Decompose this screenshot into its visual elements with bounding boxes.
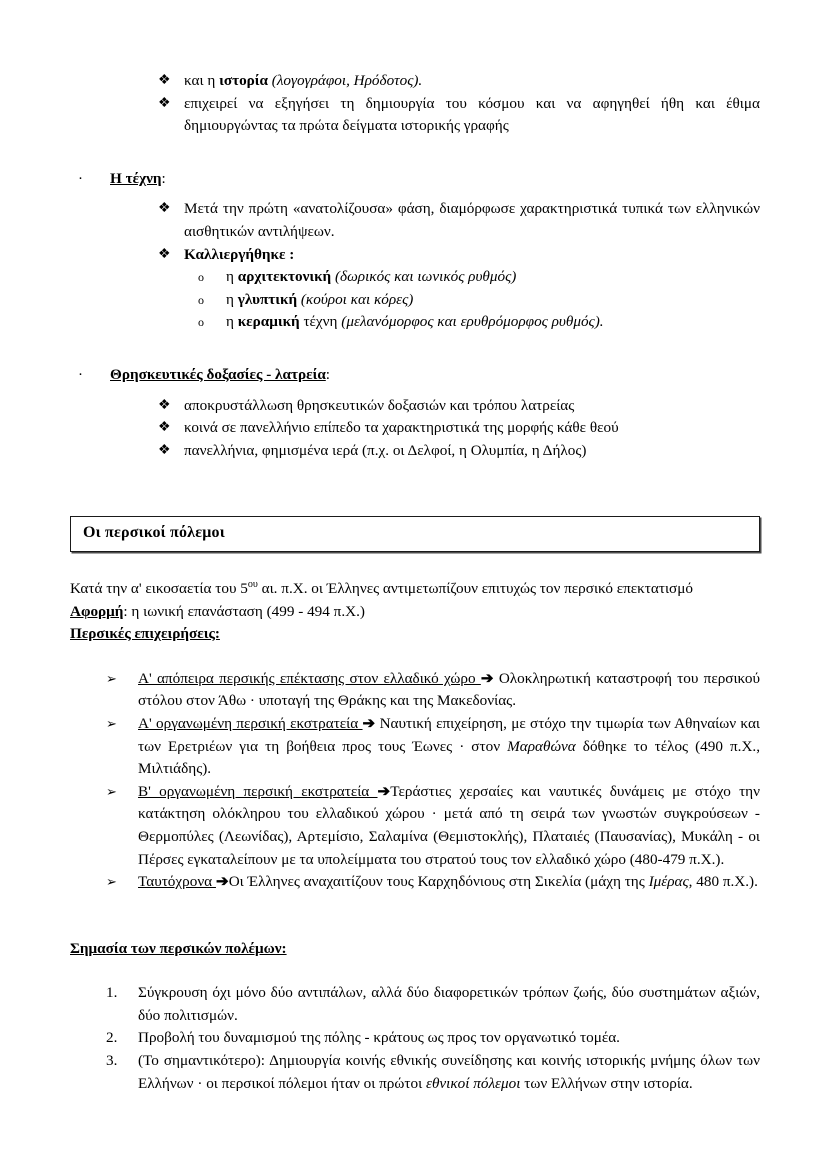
list-item-text (138, 871, 760, 894)
list-item (70, 417, 760, 440)
arrow-right-icon: ➔ (377, 782, 391, 800)
list-item-text: πανελλήνια, φημισμένα ιερά (π.χ. οι Δελφοί, η Ολυμπία, η Δήλος) (184, 441, 587, 459)
cause-line (70, 601, 760, 624)
list-item (70, 93, 760, 138)
intro-paragraph (70, 574, 760, 601)
dot-bullet-icon: · (78, 366, 83, 383)
list-item-text (138, 781, 760, 871)
diamond-bullet-icon: ❖ (158, 95, 171, 111)
item-italic-text: (δωρικός και ιωνικός ρυθμός) (331, 268, 517, 286)
section-title-box (70, 516, 760, 552)
item-italic-text: (μελανόμορφος και ερυθρόμορφος ρυθμός). (337, 313, 604, 331)
cause-text: : η ιωνική επανάσταση (499 - 494 π.Χ.) (123, 602, 365, 620)
campaign-italic-text: Ιμέρας (648, 873, 689, 891)
arrowhead-bullet-icon: ➢ (106, 715, 117, 731)
diamond-bullet-icon: ❖ (158, 73, 171, 88)
list-item-text (226, 289, 760, 312)
campaigns-label: Περσικές επιχειρήσεις: (70, 625, 220, 643)
campaign-text: Ολοκληρωτική καταστροφή του περσικού στόλου στον Άθω · υποταγή της Θράκης και της Μακεδονίας. (138, 669, 760, 710)
spacer (70, 646, 760, 668)
section-art-heading-colon: : (161, 169, 166, 187)
list-item-text (184, 70, 760, 93)
arrowhead-bullet-icon: ➢ (106, 874, 117, 890)
item-lead-text: η (226, 313, 238, 331)
significance-label-line (70, 938, 760, 961)
dot-bullet-icon: · (78, 170, 83, 187)
campaign-title: Β' οργανωμένη περσική εκστρατεία (138, 782, 378, 800)
spacer (70, 334, 760, 364)
arrowhead-bullet-icon: ➢ (106, 670, 117, 686)
campaigns-label-line (70, 623, 760, 646)
significance-text-tail: των Ελλήνων στην ιστορία. (520, 1074, 693, 1092)
significance-text: Προβολή του δυναμισμού της πόλης - κράτους ως προς τον οργανωτικό τομέα. (138, 1029, 620, 1047)
intro-lead-text: και η (184, 72, 220, 89)
list-item (70, 395, 760, 418)
diamond-bullet-icon: ❖ (158, 246, 171, 262)
list-item (70, 713, 760, 781)
page-title: Οι περσικοί πόλεμοι (83, 524, 225, 542)
arrow-right-icon: ➔ (215, 873, 229, 891)
diamond-bullet-icon: ❖ (158, 201, 171, 217)
significance-text: (Το σημαντικότερο): Δημιουργία κοινής εθνικής συνείδησης και κοινής ιστορικής μνήμης όλων των Ελλήνων · οι περσικοί πόλεμοι ήταν οι πρώτοι (138, 1052, 760, 1092)
list-item (70, 668, 760, 713)
campaign-title: Α' απόπειρα περσικής επέκτασης στον ελλαδικό χώρο (138, 669, 481, 687)
cause-label: Αφορμή (70, 602, 124, 620)
list-number: 3. (106, 1052, 118, 1070)
list-item-text (138, 982, 760, 1027)
spacer (70, 138, 760, 168)
section-art-heading (110, 168, 760, 191)
circle-bullet-icon: o (198, 270, 204, 285)
item-tail-text: τέχνη (299, 313, 338, 331)
significance-italic-text: εθνικοί πόλεμοι (425, 1074, 521, 1092)
section-religion-heading-colon: : (325, 365, 331, 383)
list-item (70, 1027, 760, 1050)
item-bold-text: γλυπτική (237, 290, 298, 308)
century-superscript: ου (247, 578, 258, 590)
list-item (70, 781, 760, 871)
spacer (70, 960, 760, 982)
section-art (70, 168, 760, 191)
circle-bullet-icon: o (198, 292, 204, 307)
intro-italic-text: (λογογράφοι, Ηρόδοτος). (268, 72, 423, 89)
significance-label: Σημασία των περσικών πολέμων: (70, 939, 287, 957)
list-item (70, 1050, 760, 1095)
list-item (70, 70, 760, 93)
campaign-text: Οι Έλληνες αναχαιτίζουν τους Καρχηδόνιους στη Σικελία (μάχη της (228, 873, 649, 891)
intro-after-superscript: αι. π.Χ. οι Έλληνες αντιμετωπίζουν επιτυχώς τον περσικό επεκτατισμό (257, 579, 693, 597)
significance-text: Σύγκρουση όχι μόνο δύο αντιπάλων, αλλά δύο διαφορετικών τρόπων ζωής, δύο συστημάτων αξιών, δύο πολιτισμών. (138, 984, 760, 1024)
arrow-right-icon: ➔ (480, 669, 494, 687)
section-religion (70, 364, 760, 387)
spacer (70, 190, 760, 198)
campaign-italic-text: Μαραθώνα (507, 737, 576, 755)
item-bold-text: κεραμική (237, 313, 300, 331)
list-item (70, 198, 760, 243)
campaign-title: Α' οργανωμένη περσική εκστρατεία (138, 714, 363, 732)
spacer (70, 387, 760, 395)
list-number: 1. (106, 984, 118, 1002)
arrowhead-bullet-icon: ➢ (106, 783, 117, 799)
list-item-text (138, 1027, 760, 1050)
diamond-bullet-icon: ❖ (158, 397, 171, 413)
section-art-heading-text: Η τέχνη (110, 169, 162, 187)
campaign-title: Ταυτόχρονα (138, 873, 216, 891)
list-item-text: κοινά σε πανελλήνιο επίπεδο τα χαρακτηριστικά της μορφής κάθε θεού (184, 419, 619, 437)
spacer (70, 552, 760, 574)
list-item-text (226, 266, 760, 289)
campaign-text: Ναυτική επιχείρηση, με στόχο την τιμωρία των Αθηναίων και των Ερετριέων για τη βοήθεια προς τους Έωνες · στον (138, 714, 760, 755)
intro-bold-text: ιστορία (219, 72, 268, 89)
list-item-text: αποκρυστάλλωση θρησκευτικών δοξασιών και τρόπου λατρείας (184, 396, 575, 414)
list-item (70, 440, 760, 463)
campaign-text-tail: δόθηκε το τέλος (490 π.Χ., Μιλτιάδης). (138, 737, 761, 778)
spacer (70, 462, 760, 516)
list-item-text: Μετά την πρώτη «ανατολίζουσα» φάση, διαμόρφωσε χαρακτηριστικά τυπικά των ελληνικών αισθητικών αντιλήψεων. (184, 200, 760, 240)
list-item (70, 244, 760, 267)
intro-before-superscript: Κατά την α' εικοσαετία του 5 (70, 579, 248, 597)
section-religion-heading-text: Θρησκευτικές δοξασίες - λατρεία (110, 365, 326, 383)
campaign-text-tail: , 480 π.Χ.). (688, 873, 758, 891)
list-item (70, 871, 760, 894)
list-item-text: Καλλιεργήθηκε : (184, 245, 295, 263)
diamond-bullet-icon: ❖ (158, 442, 171, 458)
list-item (70, 289, 760, 312)
list-item-text (138, 668, 760, 713)
list-item (70, 982, 760, 1027)
item-lead-text: η (226, 290, 238, 308)
list-item-text (138, 713, 760, 781)
item-italic-text: (κούροι και κόρες) (297, 290, 414, 308)
circle-bullet-icon: o (198, 315, 204, 330)
section-religion-heading (110, 364, 760, 387)
list-item-text (138, 1050, 760, 1095)
list-item-text: επιχειρεί να εξηγήσει τη δημιουργία του κόσμου και να αφηγηθεί ήθη και έθιμα δημιουργώντας τα πρώτα δείγματα ιστορικής γραφής (184, 94, 760, 135)
item-bold-text: αρχιτεκτονική (237, 268, 332, 286)
arrow-right-icon: ➔ (362, 714, 376, 732)
list-number: 2. (106, 1029, 118, 1047)
list-item-text (226, 311, 760, 334)
list-item (70, 266, 760, 289)
campaign-text: Τεράστιες χερσαίες και ναυτικές δυνάμεις με στόχο την κατάκτηση ολόκληρου του ελλαδικού χώρου · μετά από τη σειρά των γνωστών συγκρούσεων - Θερμοπύλες (Λεωνίδας), Αρτεμίσιο, Σαλαμίνα (Θεμιστοκλής), Πλαταιές (Παυσανίας), Μυκάλη - οι Πέρσες εγκαταλείπουν με τα υπολείμματα του στρατού τους τον ελλαδικό χώρο (480-479 π.Χ.). (138, 782, 760, 868)
diamond-bullet-icon: ❖ (158, 420, 171, 436)
list-item (70, 311, 760, 334)
item-lead-text: η (226, 268, 238, 286)
spacer (70, 894, 760, 938)
